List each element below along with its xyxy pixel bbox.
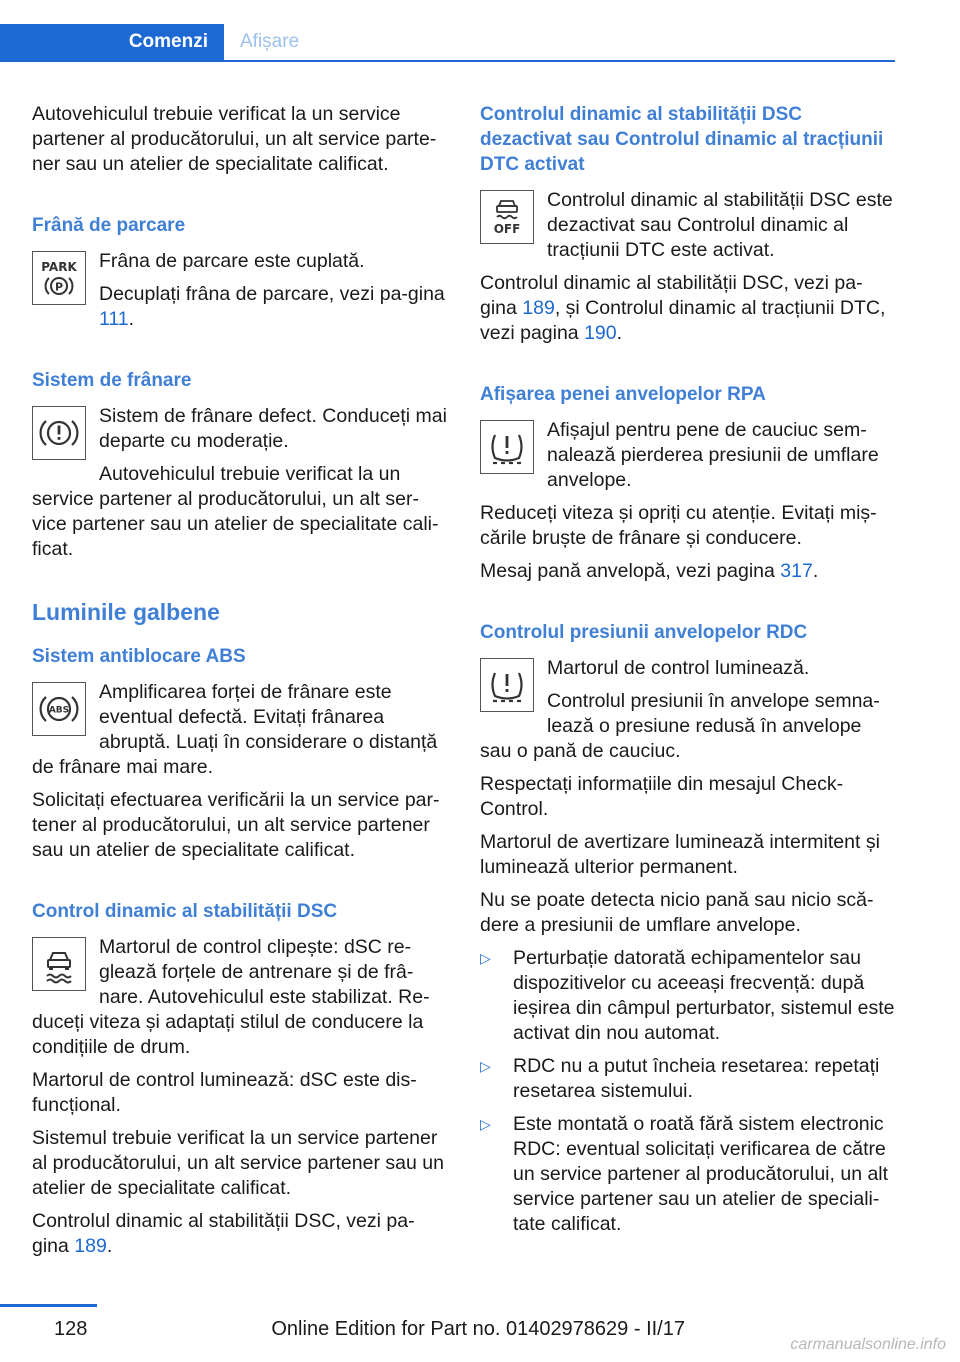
watermark: carmanualsonline.info	[790, 1336, 946, 1353]
heading-dsc: Control dinamic al stabilității DSC	[32, 901, 338, 922]
park-brake-icon	[32, 251, 86, 305]
dsc-block	[32, 935, 448, 1267]
rdc-p4: Martorul de avertizare luminează intermitent și luminează ulterior permanent.	[480, 831, 880, 878]
rpa-p3: Mesaj pană anvelopă, vezi pagina 317.	[480, 560, 819, 582]
right-column	[480, 102, 896, 1245]
left-column	[32, 102, 448, 1267]
heading-rdc: Controlul presiunii anvelopelor RDC	[480, 622, 808, 643]
heading-sistem-franare: Sistem de frânare	[32, 370, 192, 391]
sistem-franare-block	[32, 404, 448, 570]
abs-icon	[32, 682, 86, 736]
abs-icon-text: ABS	[48, 705, 70, 716]
triangle-bullet-icon: ▷	[480, 1058, 491, 1074]
frana-parcare-block	[32, 249, 448, 340]
heading-dsc-off: Controlul dinamic al stabilității DSC dezactivat sau Controlul dinamic al tracțiunii DTC activat	[480, 104, 884, 175]
intro-paragraph: Autovehiculul trebuie verificat la un service partener al producătorului, un alt service parte‐ner sau un atelier de specialitate calificat.	[32, 103, 437, 175]
list-item: ▷ RDC nu a putut încheia resetarea: repetați resetarea sistemului.	[480, 1055, 880, 1102]
heading-abs: Sistem antiblocare ABS	[32, 646, 246, 667]
tire-pressure-warning-icon	[480, 420, 534, 474]
dsc-p2: Martorul de control luminează: dSC este dis‐funcțional.	[32, 1069, 417, 1116]
rdc-bullet-list	[480, 946, 896, 1237]
svg-text:P: P	[54, 280, 64, 294]
tab-comenzi[interactable]: Comenzi	[0, 24, 224, 60]
dsc-p1: Martorul de control clipește: dSC re‐glează forțele de antrenare și de frâ‐nare. Autovehiculul este stabilizat. Re‐duceți viteza și adaptați stilul de conducere la condițiile de drum.	[32, 936, 430, 1058]
page-link-317[interactable]: 317	[780, 560, 813, 582]
sistem-franare-p2: Autovehiculul trebuie verificat la un service partener al producătorului, un alt ser‐vice partener sau un atelier de specialitate cali‐ficat.	[32, 463, 439, 560]
frana-parcare-p1: Frâna de parcare este cuplată.	[99, 250, 365, 272]
header-tabbar	[0, 24, 895, 62]
tire-pressure-control-icon	[480, 658, 534, 712]
dsc-off-icon	[480, 190, 534, 244]
footer-divider	[0, 1304, 97, 1307]
dsc-off-icon-text: OFF	[493, 222, 521, 236]
heading-frana-parcare: Frână de parcare	[32, 215, 186, 236]
abs-p2: Solicitați efectuarea verificării la un service par‐tener al producătorului, un alt service partener sau un atelier de specialitate calificat.	[32, 789, 440, 861]
triangle-bullet-icon: ▷	[480, 950, 491, 966]
page-link-189[interactable]: 189	[74, 1235, 107, 1257]
rpa-block	[480, 418, 896, 592]
park-icon-text: PARK	[41, 260, 77, 274]
brake-warning-icon	[32, 406, 86, 460]
heading-rpa: Afișarea penei anvelopelor RPA	[480, 384, 766, 405]
triangle-bullet-icon: ▷	[480, 1116, 491, 1132]
edition-label: Online Edition for Part no. 01402978629 - II/17	[271, 1318, 685, 1340]
abs-p1: Amplificarea forței de frânare este eventual defectă. Evitați frânarea abruptă. Luați în considerare o distanță de frânare mai mare.	[32, 681, 438, 778]
dsc-off-p2: Controlul dinamic al stabilității DSC, vezi pa‐gina 189, și Controlul dinamic al tracțiunii DTC, vezi pagina 190.	[480, 272, 886, 344]
dsc-p3: Sistemul trebuie verificat la un service partener al producătorului, un alt service partener sau un atelier de specialitate calificat.	[32, 1127, 444, 1199]
rpa-p1: Afișajul pentru pene de cauciuc sem‐nalează pierderea presiunii de umflare anvelope.	[547, 419, 879, 491]
page-link-190[interactable]: 190	[584, 322, 617, 344]
dsc-off-block	[480, 188, 896, 354]
rdc-p5: Nu se poate detecta nicio pană sau nicio scă‐dere a presiunii de umflare anvelope.	[480, 889, 874, 936]
rdc-p2: Controlul presiunii în anvelope semna‐lează o presiune redusă în anvelope sau o pană de cauciuc.	[480, 690, 880, 762]
page-link-189-right[interactable]: 189	[522, 297, 555, 319]
rdc-p3: Respectați informațiile din mesajul Check-Control.	[480, 773, 844, 820]
list-item: ▷ Este montată o roată fără sistem electronic RDC: eventual solicitați verificarea de către un service partener al producătorului, un alt service partener sau un atelier de speciali‐tate calificat.	[480, 1113, 889, 1235]
rpa-p2: Reduceți viteza și opriți cu atenție. Evitați miș‐cările bruște de frânare și conducere.	[480, 502, 877, 549]
dsc-p4: Controlul dinamic al stabilității DSC, vezi pa‐gina 189.	[32, 1210, 415, 1257]
dsc-car-skid-icon	[32, 937, 86, 991]
rdc-block	[480, 656, 896, 946]
page-link-111[interactable]: 111	[99, 308, 129, 330]
heading-luminile-galbene: Luminile galbene	[32, 599, 220, 625]
list-item: ▷ Perturbație datorată echipamentelor sau dispozitivelor cu aceeași frecvență: după ieșirea din câmpul perturbator, sistemul este activat din nou automat.	[480, 947, 895, 1044]
abs-block	[32, 680, 448, 871]
sistem-franare-p1: Sistem de frânare defect. Conduceți mai departe cu moderație.	[99, 405, 447, 452]
page-number: 128	[54, 1318, 88, 1340]
header-divider	[0, 60, 895, 62]
dsc-off-p1: Controlul dinamic al stabilității DSC este dezactivat sau Controlul dinamic al tracțiunii DTC este activat.	[547, 189, 893, 261]
tab-afisare[interactable]: Afișare	[240, 31, 300, 52]
frana-parcare-p2: Decuplați frâna de parcare, vezi pa‐gina 111.	[99, 283, 445, 330]
rdc-p1: Martorul de control luminează.	[547, 657, 810, 679]
